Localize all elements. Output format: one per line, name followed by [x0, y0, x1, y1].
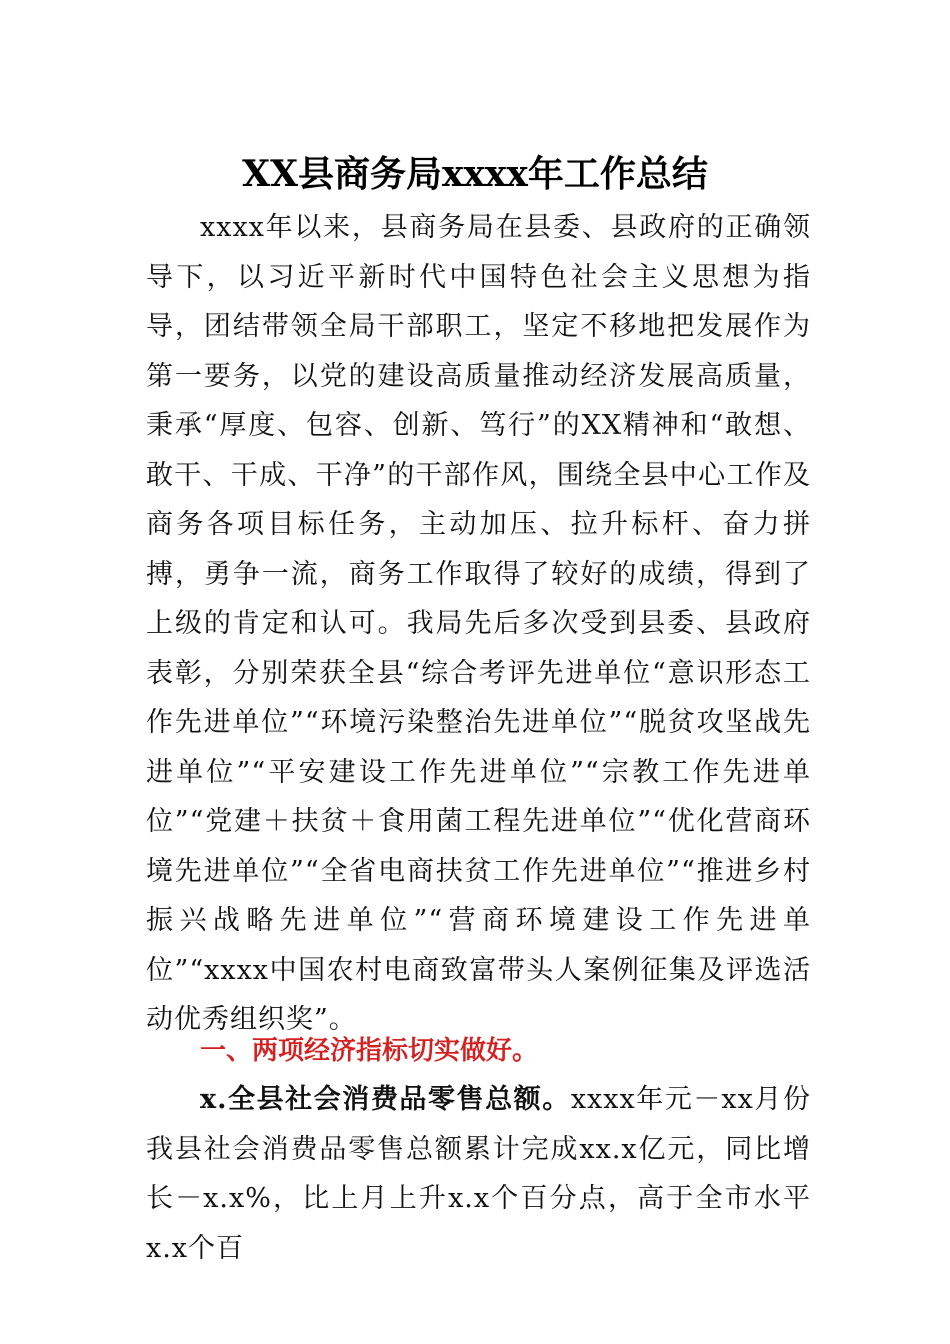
- item-paragraph-1: [146, 1075, 811, 1273]
- item-text-1: xxxx年元－xx月份我县社会消费品零售总额累计完成xx.x亿元，同比增长－x.x%，比上月上升x.x个百分点，高于全市水平x.x个百: [146, 1084, 811, 1264]
- intro-paragraph: xxxx年以来，县商务局在县委、县政府的正确领导下，以习近平新时代中国特色社会主义思想为指导，团结带领全局干部职工，坚定不移地把发展作为第一要务，以党的建设高质量推动经济发展高质量，秉承“厚度、包容、创新、笃行”的XX精神和“敢想、敢干、干成、干净”的干部作风，围绕全县中心工作及商务各项目标任务，主动加压、拉升标杆、奋力拼搏，勇争一流，商务工作取得了较好的成绩，得到了上级的肯定和认可。我局先后多次受到县委、县政府表彰，分别荣获全县“综合考评先进单位“意识形态工作先进单位”“环境污染整治先进单位”“脱贫攻坚战先进单位”“平安建设工作先进单位”“宗教工作先进单位”“党建＋扶贫＋食用菌工程先进单位”“优化营商环境先进单位”“全省电商扶贫工作先进单位”“推进乡村振兴战略先进单位”“营商环境建设工作先进单位”“xxxx中国农村电商致富带头人案例征集及评选活动优秀组织奖”。: [146, 212, 811, 1035]
- section-heading-1: 一、两项经济指标切实做好。: [200, 1036, 539, 1066]
- document-title: XX县商务局xxxx年工作总结: [242, 153, 708, 195]
- item-lead-1: x.全县社会消费品零售总额。: [200, 1084, 571, 1115]
